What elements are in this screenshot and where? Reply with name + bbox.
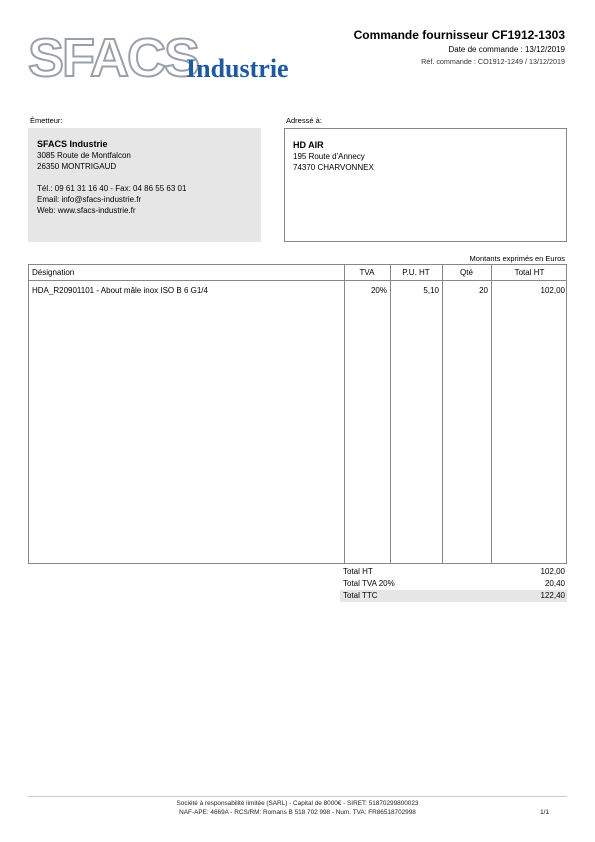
row-total-ht: 102,00 xyxy=(540,286,565,295)
line-items-table xyxy=(28,264,567,564)
emitter-email: Email: info@sfacs-industrie.fr xyxy=(37,195,142,204)
recipient-name: HD AIR xyxy=(293,140,324,150)
total-ttc-value: 122,40 xyxy=(540,591,565,600)
emitter-address-line1: 3085 Route de Montfalcon xyxy=(37,151,131,160)
footer-legal-line1: Société à responsabilité limitée (SARL) - Capital de 8000€ - SIRET: 51870299800023 xyxy=(176,800,419,807)
emitter-address-line2: 26350 MONTRIGAUD xyxy=(37,162,117,171)
document-title: Commande fournisseur CF1912-1303 xyxy=(353,28,565,42)
recipient-address-line1: 195 Route d'Annecy xyxy=(293,152,365,161)
header-tva: TVA xyxy=(359,268,375,277)
column-divider xyxy=(442,265,443,563)
column-divider xyxy=(491,265,492,563)
total-tva-label: Total TVA 20% xyxy=(343,579,395,588)
emitter-phone-fax: Tél.: 09 61 31 16 40 - Fax: 04 86 55 63 01 xyxy=(37,184,187,193)
recipient-label: Adressé à: xyxy=(286,116,322,125)
row-qty: 20 xyxy=(479,286,488,295)
header-qty: Qté xyxy=(460,268,473,277)
emitter-box xyxy=(28,128,261,242)
total-ht-value: 102,00 xyxy=(540,567,565,576)
recipient-address-line2: 74370 CHARVONNEX xyxy=(293,163,374,172)
row-designation: HDA_R20901101 - About mâle inox ISO B 6 G1/4 xyxy=(32,286,208,295)
column-divider xyxy=(344,265,345,563)
logo-subtitle: Industrie xyxy=(186,54,289,83)
emitter-label: Émetteur: xyxy=(30,116,63,125)
footer-legal-line2: NAF-APE: 4669A - RCS/RM: Romans B 518 702 998 - Num. TVA: FR86518702998 xyxy=(179,809,416,816)
total-tva-row xyxy=(340,578,567,590)
emitter-web: Web: www.sfacs-industrie.fr xyxy=(37,206,136,215)
row-tva: 20% xyxy=(370,286,387,295)
total-ht-label: Total HT xyxy=(343,567,373,576)
emitter-name: SFACS Industrie xyxy=(37,139,108,149)
order-date: Date de commande : 13/12/2019 xyxy=(448,45,565,54)
recipient-box xyxy=(284,128,567,242)
column-divider xyxy=(390,265,391,563)
logo-wordmark: SFACS xyxy=(28,28,199,88)
total-tva-value: 20,40 xyxy=(544,579,565,588)
total-ht-row xyxy=(340,566,567,578)
header-designation: Désignation xyxy=(32,268,75,277)
header-pu-ht: P.U. HT xyxy=(402,268,430,277)
currency-note: Montants exprimés en Euros xyxy=(469,254,565,263)
page-number: 1/1 xyxy=(540,809,549,816)
order-reference: Réf. commande : CO1912-1249 / 13/12/2019 xyxy=(421,57,565,66)
footer-divider xyxy=(28,796,567,797)
row-pu-ht: 5,10 xyxy=(423,286,439,295)
totals-block xyxy=(340,566,567,602)
header-total-ht: Total HT xyxy=(514,268,545,277)
total-ttc-label: Total TTC xyxy=(343,591,378,600)
total-ttc-row xyxy=(340,590,567,602)
company-logo xyxy=(28,30,318,86)
